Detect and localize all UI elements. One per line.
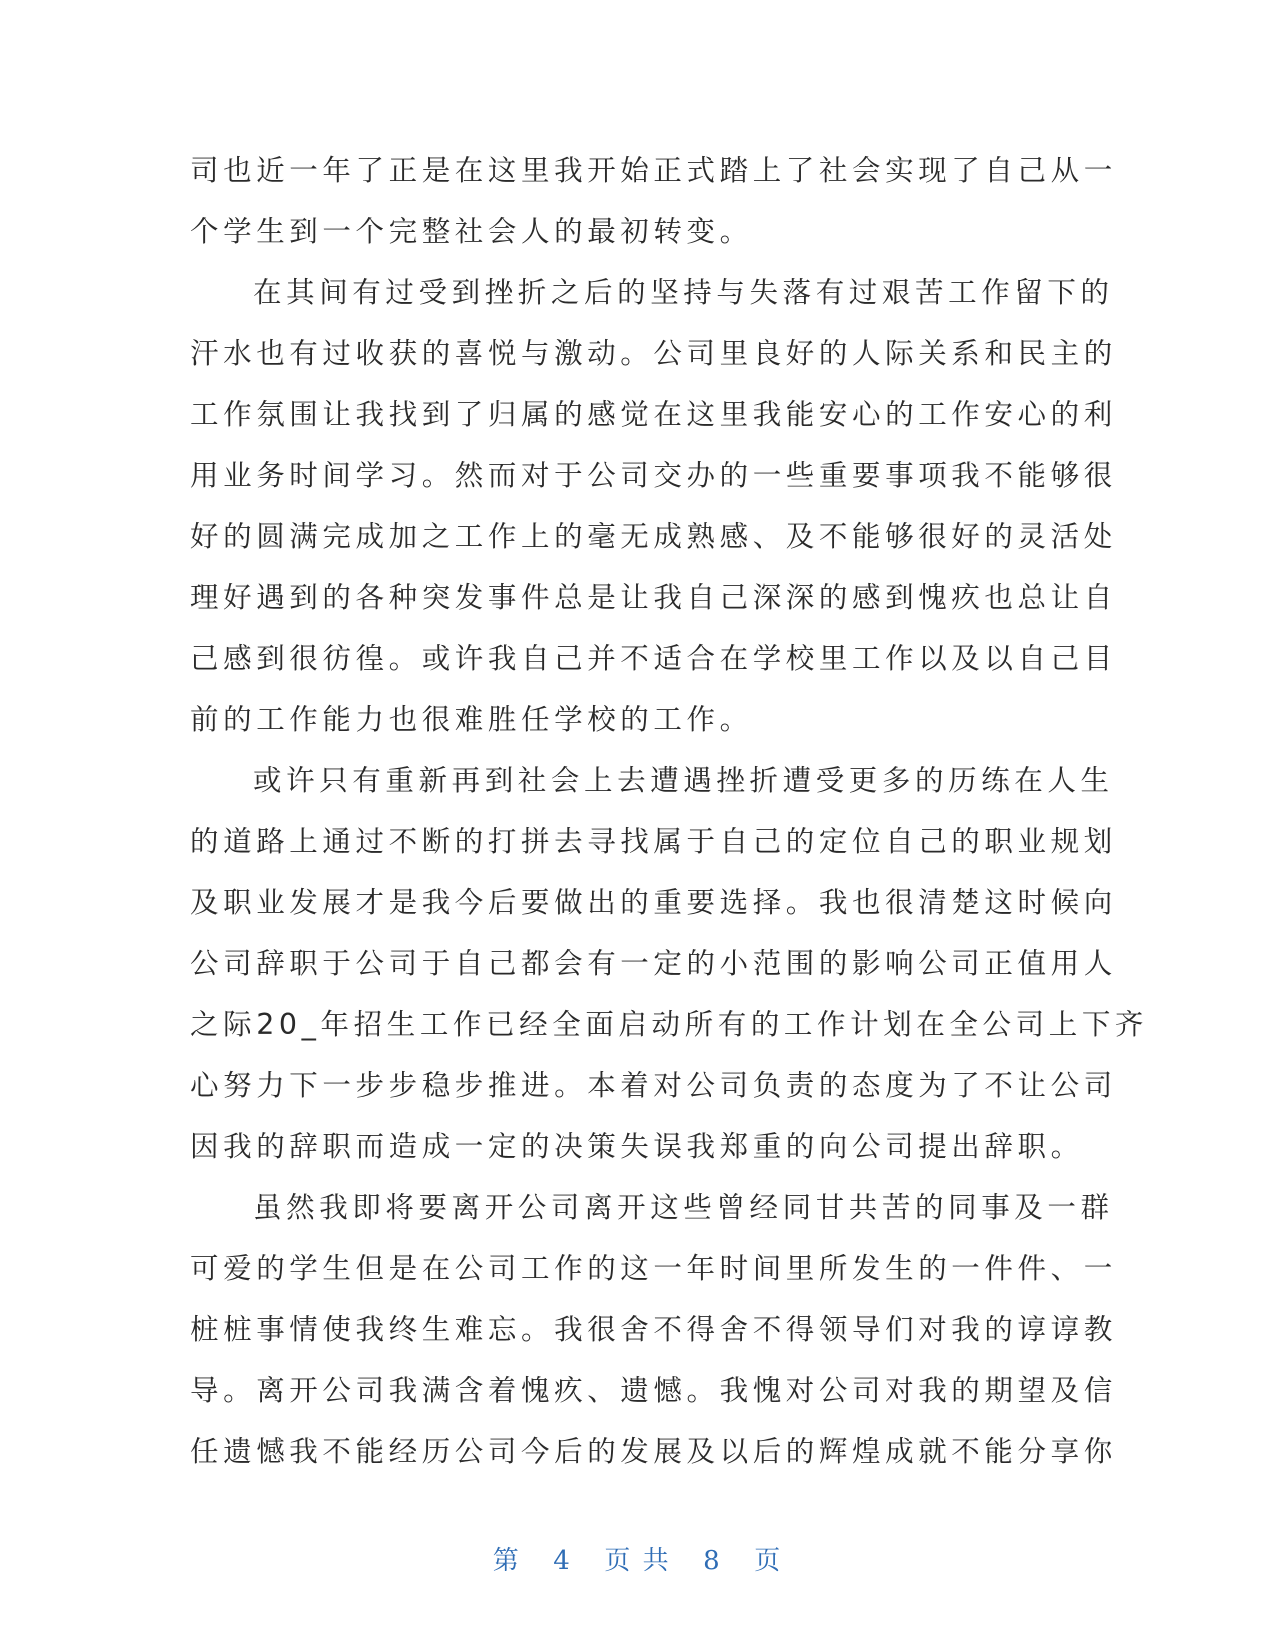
- text-line: 的道路上通过不断的打拼去寻找属于自己的定位自己的职业规划: [190, 825, 1117, 858]
- text-line: 心努力下一步步稳步推进。本着对公司负责的态度为了不让公司: [190, 1069, 1117, 1102]
- text-line: 及职业发展才是我今后要做出的重要选择。我也很清楚这时候向: [190, 886, 1117, 919]
- text-line: 好的圆满完成加之工作上的毫无成熟感、及不能够很好的灵活处: [190, 520, 1117, 553]
- text-line: 理好遇到的各种突发事件总是让我自己深深的感到愧疚也总让自: [190, 581, 1117, 614]
- text-line: 可爱的学生但是在公司工作的这一年时间里所发生的一件件、一: [190, 1252, 1117, 1285]
- text-line: 桩桩事情使我终生难忘。我很舍不得舍不得领导们对我的谆谆教: [190, 1313, 1117, 1346]
- text-line: 汗水也有过收获的喜悦与激动。公司里良好的人际关系和民主的: [190, 337, 1117, 370]
- page-number-footer: [0, 1540, 1275, 1577]
- paragraph-start-line: 或许只有重新再到社会上去遭遇挫折遭受更多的历练在人生: [253, 764, 1114, 797]
- text-line: 工作氛围让我找到了归属的感觉在这里我能安心的工作安心的利: [190, 398, 1117, 431]
- paragraph-start-line: 虽然我即将要离开公司离开这些曾经同甘共苦的同事及一群: [253, 1191, 1114, 1224]
- text-line: 用业务时间学习。然而对于公司交办的一些重要事项我不能够很: [190, 459, 1117, 492]
- text-line: 因我的辞职而造成一定的决策失误我郑重的向公司提出辞职。: [190, 1130, 1084, 1163]
- page-label-mid: 页 共: [604, 1546, 671, 1576]
- text-line: 司也近一年了正是在这里我开始正式踏上了社会实现了自己从一: [190, 154, 1117, 187]
- page-label-prefix: 第: [492, 1546, 521, 1576]
- text-line: 公司辞职于公司于自己都会有一定的小范围的影响公司正值用人: [190, 947, 1117, 980]
- text-line: 之际20_年招生工作已经全面启动所有的工作计划在全公司上下齐: [190, 1008, 1149, 1041]
- text-line: 导。离开公司我满含着愧疚、遗憾。我愧对公司对我的期望及信: [190, 1374, 1117, 1407]
- paragraph-start-line: 在其间有过受到挫折之后的坚持与失落有过艰苦工作留下的: [253, 276, 1114, 309]
- page-label-suffix: 页: [754, 1546, 783, 1576]
- text-line: 前的工作能力也很难胜任学校的工作。: [190, 703, 753, 736]
- text-line: 任遗憾我不能经历公司今后的发展及以后的辉煌成就不能分享你: [190, 1435, 1117, 1468]
- document-body: [190, 140, 1149, 1482]
- text-line: 己感到很彷徨。或许我自己并不适合在学校里工作以及以自己目: [190, 642, 1117, 675]
- text-line: 个学生到一个完整社会人的最初转变。: [190, 215, 753, 248]
- current-page-number: 4: [553, 1546, 572, 1576]
- total-pages-number: 8: [703, 1546, 722, 1576]
